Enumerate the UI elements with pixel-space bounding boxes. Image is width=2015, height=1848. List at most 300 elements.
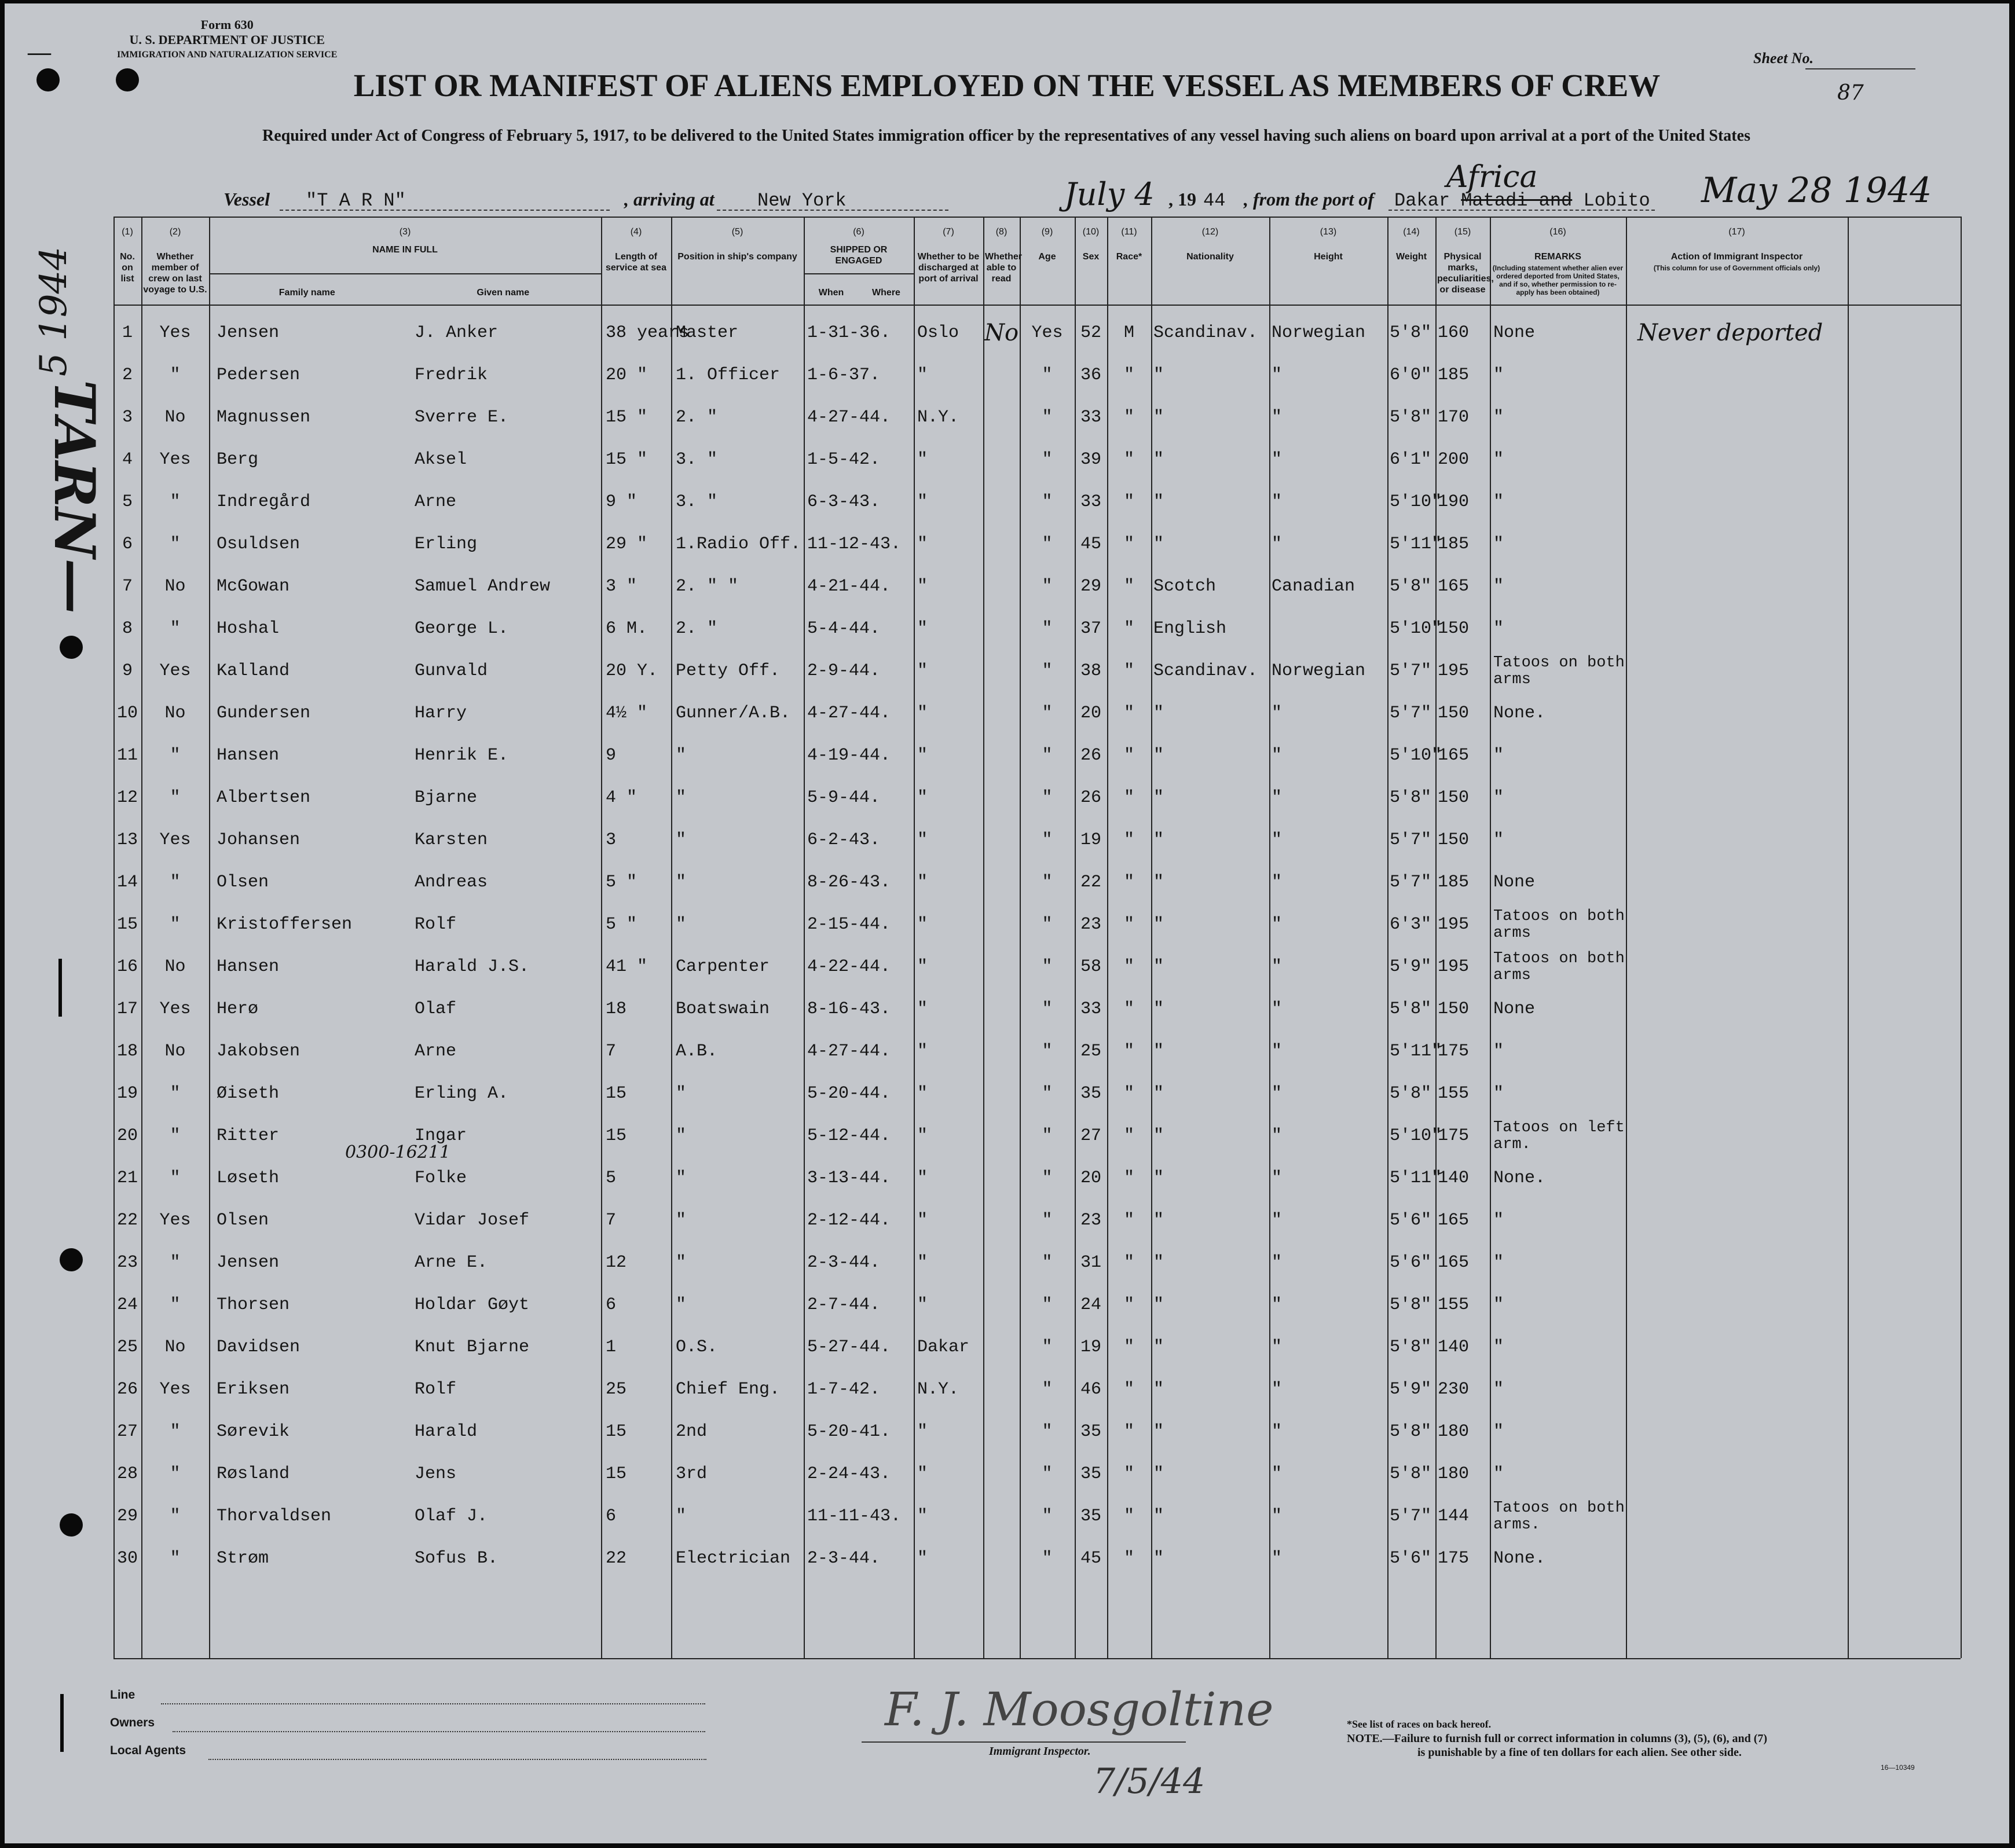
cell-nationality: " [1272,1295,1283,1315]
crew-row [113,1200,1961,1242]
cell-sex: " [1123,619,1134,639]
crew-row [113,1031,1961,1073]
cell-where: " [917,1168,928,1188]
cell-height: 5'10" [1390,746,1442,765]
cell-race: Scandinav. [1153,661,1258,681]
cell-no: 6 [122,534,133,554]
cell-age: 23 [1080,1211,1101,1230]
column-subheader: When [818,288,844,298]
cell-age: 33 [1080,492,1101,512]
cell-read: " [1042,788,1053,808]
cell-prev: No [164,1337,186,1357]
cell-sex: " [1123,999,1134,1019]
cell-when: 2-9-44. [807,661,881,681]
cell-given: Erling A. [415,1084,509,1103]
crew-row [113,1453,1961,1495]
cell-service: 5 " [606,915,638,934]
cell-sex: " [1123,450,1134,470]
cell-sex: " [1123,703,1134,723]
cell-position: " [676,1211,687,1230]
cell-when: 1-7-42. [807,1380,881,1399]
cell-prev: " [170,1084,181,1103]
crew-row [113,1242,1961,1284]
vessel-label: Vessel [224,189,270,210]
cell-family: Strøm [217,1549,269,1568]
column-number: (2) [169,227,181,237]
cell-read: " [1042,619,1053,639]
cell-family: Kalland [217,661,290,681]
cell-when: 5-20-44. [807,1084,891,1103]
cell-nationality: " [1272,1422,1283,1442]
crew-row [113,354,1961,397]
cell-nationality: " [1272,408,1283,427]
cell-no: 12 [116,788,138,808]
cell-no: 29 [116,1506,138,1526]
cell-family: Indregård [217,492,311,512]
cell-race: " [1153,1506,1164,1526]
cell-marks: " [1493,408,1504,427]
cell-sex: " [1123,1253,1134,1273]
cell-family: Davidsen [217,1337,301,1357]
cell-no: 19 [116,1084,138,1103]
cell-when: 5-4-44. [807,619,881,639]
cell-weight: 165 [1438,746,1470,765]
cell-age: 35 [1080,1422,1101,1442]
column-header: Nationality [1186,252,1234,262]
cell-when: 6-2-43. [807,830,881,850]
crew-row [113,692,1961,735]
cell-position: " [676,1126,687,1146]
cell-age: 24 [1080,1295,1101,1315]
cell-position: 3. " [676,450,718,470]
cell-age: 46 [1080,1380,1101,1399]
crew-row [113,397,1961,439]
cell-weight: 150 [1438,619,1470,639]
crew-row [113,650,1961,692]
cell-no: 4 [122,450,133,470]
crew-row [113,1495,1961,1538]
cell-nationality: " [1272,703,1283,723]
cell-where: " [917,830,928,850]
cell-height: 6'1" [1390,450,1432,470]
cell-marks: " [1493,1084,1504,1103]
cell-age: 38 [1080,661,1101,681]
cell-height: 5'8" [1390,1337,1432,1357]
cell-service: 6 M. [606,619,648,639]
cell-service: 4½ " [606,703,648,723]
cell-discharge: No [984,320,1019,346]
cell-family: Kristoffersen [217,915,353,934]
cell-position: 2nd [676,1422,708,1442]
cell-family: Johansen [217,830,301,850]
crew-row [113,1538,1961,1580]
column-number: (8) [995,227,1007,237]
cell-prev: " [170,619,181,639]
inspection-date: 7/5/44 [1093,1761,1206,1802]
column-header: No. on list [120,252,135,284]
cell-no: 15 [116,915,138,934]
cell-race: " [1153,872,1164,892]
cell-marks: " [1493,1422,1504,1442]
cell-no: 11 [116,746,138,765]
cell-no: 14 [116,872,138,892]
cell-height: 5'8" [1390,1084,1432,1103]
local-agents-label: Local Agents [110,1744,186,1757]
cell-given: Erling [415,534,478,554]
page-title: LIST OR MANIFEST OF ALIENS EMPLOYED ON THE VESSEL AS MEMBERS OF CREW [353,68,1661,103]
cell-age: 29 [1080,577,1101,596]
cell-prev: " [170,1549,181,1568]
column-header: Age [1038,252,1056,262]
cell-sex: " [1123,1549,1134,1568]
cell-marks: None. [1493,1168,1546,1188]
cell-marks: " [1493,534,1504,554]
cell-read: " [1042,408,1053,427]
cell-where: " [917,1211,928,1230]
cell-race: " [1153,1126,1164,1146]
column-header: Weight [1395,252,1427,262]
cell-service: 5 [606,1168,617,1188]
cell-given: Andreas [415,872,488,892]
cell-when: 1-6-37. [807,365,881,385]
cell-given: Karsten [415,830,488,850]
cell-age: 35 [1080,1084,1101,1103]
cell-race: " [1153,830,1164,850]
cell-when: 5-12-44. [807,1126,891,1146]
cell-family: Røsland [217,1464,290,1484]
cell-family: Magnussen [217,408,311,427]
cell-prev: " [170,1464,181,1484]
cell-prev: Yes [159,1211,191,1230]
cell-when: 1-31-36. [807,323,891,343]
cell-weight: 175 [1438,1549,1470,1568]
cell-race: " [1153,1549,1164,1568]
cell-nationality: " [1272,872,1283,892]
cell-height: 5'6" [1390,1549,1432,1568]
cell-nationality: " [1272,365,1283,385]
cell-height: 5'10" [1390,619,1442,639]
column-number: (16) [1549,227,1566,237]
cell-prev: " [170,788,181,808]
column-number: (1) [122,227,133,237]
cell-weight: 195 [1438,661,1470,681]
cell-nationality: Norwegian [1272,661,1366,681]
page-subtitle: Required under Act of Congress of February 5, 1917, to be delivered to the United States immigration officer by the representatives of any vessel having such aliens on board upon arrival at a port of the United States [262,127,1750,145]
cell-nationality: " [1272,788,1283,808]
cell-no: 3 [122,408,133,427]
cell-service: 4 " [606,788,638,808]
cell-prev: " [170,492,181,512]
cell-height: 5'6" [1390,1253,1432,1273]
cell-height: 5'7" [1390,830,1432,850]
cell-no: 26 [116,1380,138,1399]
cell-age: 20 [1080,1168,1101,1188]
cell-read: " [1042,534,1053,554]
cell-nationality: " [1272,534,1283,554]
cell-sex: " [1123,492,1134,512]
cell-age: 37 [1080,619,1101,639]
cell-no: 23 [116,1253,138,1273]
cell-service: 9 [606,746,617,765]
cell-race: " [1153,1380,1164,1399]
cell-service: 20 Y. [606,661,658,681]
cell-service: 7 [606,1042,617,1061]
cell-sex: " [1123,1211,1134,1230]
cell-given: Rolf [415,1380,457,1399]
note-line-2: is punishable by a fine of ten dollars for each alien. See other side. [1417,1746,1742,1759]
cell-read: " [1042,1253,1053,1273]
cell-race: " [1153,957,1164,977]
cell-sex: " [1123,1042,1134,1061]
cell-position: " [676,915,687,934]
arriving-label: , arriving at [624,189,715,210]
cell-when: 11-11-43. [807,1506,902,1526]
cell-sex: " [1123,915,1134,934]
manifest-sheet [5,3,2009,1843]
cell-sex: " [1123,1126,1134,1146]
cell-no: 9 [122,661,133,681]
cell-where: " [917,1464,928,1484]
cell-position: 1. Officer [676,365,781,385]
cell-position: Boatswain [676,999,770,1019]
cell-position: 1.Radio Off. [676,534,801,554]
cell-prev: Yes [159,1380,191,1399]
cell-nationality: " [1272,1337,1283,1357]
cell-where: " [917,534,928,554]
cell-age: 26 [1080,746,1101,765]
cell-prev: " [170,365,181,385]
cell-sex: " [1123,1506,1134,1526]
cell-height: 5'7" [1390,872,1432,892]
cell-prev: Yes [159,450,191,470]
cell-race: " [1153,534,1164,554]
cell-no: 21 [116,1168,138,1188]
cell-position: " [676,1168,687,1188]
cell-prev: " [170,746,181,765]
cell-where: " [917,703,928,723]
cell-age: 35 [1080,1506,1101,1526]
cell-family: Herø [217,999,259,1019]
cell-height: 5'8" [1390,1295,1432,1315]
cell-sex: " [1123,1295,1134,1315]
cell-weight: 165 [1438,577,1470,596]
cell-family: Thorvaldsen [217,1506,332,1526]
cell-sex: " [1123,577,1134,596]
cell-race: " [1153,746,1164,765]
cell-read: " [1042,915,1053,934]
cell-marks: " [1493,1253,1504,1273]
cell-when: 2-24-43. [807,1464,891,1484]
cell-race: " [1153,365,1164,385]
cell-no: 28 [116,1464,138,1484]
cell-weight: 150 [1438,999,1470,1019]
cell-family: Hansen [217,746,280,765]
cell-marks: " [1493,746,1504,765]
cell-weight: 165 [1438,1253,1470,1273]
column-header: Length of service at sea [606,252,666,273]
cell-given: George L. [415,619,509,639]
cell-nationality: " [1272,915,1283,934]
cell-given: Olaf J. [415,1506,488,1526]
crew-row [113,1073,1961,1115]
cell-prev: " [170,872,181,892]
column-subheader: Family name [279,288,335,298]
cell-service: 15 [606,1126,627,1146]
cell-weight: 144 [1438,1506,1470,1526]
cell-nationality: " [1272,1168,1283,1188]
column-header: Race* [1116,252,1142,262]
punch-hole [60,1248,83,1271]
cell-prev: " [170,534,181,554]
year-suffix: 44 [1203,190,1226,211]
cell-weight: 175 [1438,1042,1470,1061]
cell-note: 0300-16211 [345,1142,450,1163]
cell-service: 15 " [606,408,648,427]
note-line-1: NOTE.—Failure to furnish full or correct information in columns (3), (5), (6), and (7) [1347,1732,1768,1745]
cell-age: 23 [1080,915,1101,934]
cell-race: " [1153,788,1164,808]
cell-nationality: " [1272,450,1283,470]
cell-height: 5'9" [1390,1380,1432,1399]
crew-row [113,481,1961,523]
cell-weight: 140 [1438,1168,1470,1188]
cell-given: Folke [415,1168,467,1188]
cell-race: " [1153,1084,1164,1103]
cell-prev: No [164,957,186,977]
cell-nationality: " [1272,1042,1283,1061]
cell-where: Oslo [917,323,959,343]
cell-given: Knut Bjarne [415,1337,530,1357]
cell-where: " [917,365,928,385]
cell-service: 3 [606,830,617,850]
cell-weight: 230 [1438,1380,1470,1399]
cell-service: 3 " [606,577,638,596]
cell-sex: " [1123,1337,1134,1357]
cell-weight: 185 [1438,872,1470,892]
cell-marks: " [1493,1211,1504,1230]
cell-family: Hoshal [217,619,280,639]
cell-given: Harald J.S. [415,957,530,977]
column-number: (9) [1041,227,1053,237]
cell-prev: Yes [159,323,191,343]
crew-row [113,1411,1961,1453]
cell-age: 45 [1080,534,1101,554]
cell-position: 2. " " [676,577,739,596]
cell-sex: " [1123,661,1134,681]
cell-marks: " [1493,619,1504,639]
cell-nationality: " [1272,1126,1283,1146]
column-number: (4) [630,227,642,237]
cell-read: " [1042,1168,1053,1188]
cell-family: Olsen [217,872,269,892]
cell-nationality: " [1272,1380,1283,1399]
cell-age: 45 [1080,1549,1101,1568]
cell-nationality: " [1272,1506,1283,1526]
cell-sex: M [1123,323,1134,343]
cell-weight: 155 [1438,1084,1470,1103]
cell-marks: " [1493,450,1504,470]
column-header: NAME IN FULL [372,245,438,255]
cell-sex: " [1123,788,1134,808]
cell-family: Ritter [217,1126,280,1146]
cell-read: " [1042,1042,1053,1061]
cell-read: " [1042,746,1053,765]
cell-marks: " [1493,1042,1504,1061]
cell-position: " [676,788,687,808]
cell-height: 5'9" [1390,957,1432,977]
cell-service: 22 [606,1549,627,1568]
cell-position: " [676,1084,687,1103]
column-header: Height [1314,252,1343,262]
cell-prev: Yes [159,830,191,850]
cell-race: " [1153,703,1164,723]
cell-height: 5'10" [1390,1126,1442,1146]
crew-row [113,904,1961,946]
cell-weight: 150 [1438,830,1470,850]
departure-date: May 28 1944 [1701,170,1932,211]
cell-family: Gundersen [217,703,311,723]
cell-height: 5'7" [1390,661,1432,681]
cell-position: O.S. [676,1337,718,1357]
cell-given: J. Anker [415,323,499,343]
cell-given: Gunvald [415,661,488,681]
cell-service: 15 " [606,450,648,470]
cell-family: Olsen [217,1211,269,1230]
cell-position: Petty Off. [676,661,781,681]
cell-nationality: " [1272,1464,1283,1484]
cell-when: 8-16-43. [807,999,891,1019]
cell-sex: " [1123,365,1134,385]
cell-height: 5'8" [1390,408,1432,427]
crew-row [113,988,1961,1031]
cell-weight: 175 [1438,1126,1470,1146]
cell-age: 26 [1080,788,1101,808]
crew-row [113,735,1961,777]
cell-marks: " [1493,1337,1504,1357]
cell-read: " [1042,830,1053,850]
inspector-signature: F. J. Moosgoltine [885,1682,1274,1736]
cell-weight: 195 [1438,957,1470,977]
cell-where: " [917,1506,928,1526]
column-number: (14) [1403,227,1420,237]
cell-where: " [917,1084,928,1103]
cell-where: " [917,1253,928,1273]
cell-when: 2-7-44. [807,1295,881,1315]
crew-row [113,1369,1961,1411]
cell-height: 5'7" [1390,703,1432,723]
cell-where: " [917,1549,928,1568]
cell-age: 27 [1080,1126,1101,1146]
crew-row [113,312,1961,354]
form-number: Form 630 U. S. DEPARTMENT OF JUSTICE IMMIGRATION AND NATURALIZATION SERVICE [117,17,338,60]
cell-position: 2. " [676,619,718,639]
arrival-date: July 4 [1064,176,1155,212]
cell-age: 35 [1080,1464,1101,1484]
cell-no: 17 [116,999,138,1019]
cell-position: " [676,746,687,765]
cell-when: 4-27-44. [807,703,891,723]
cell-no: 2 [122,365,133,385]
cell-marks: None [1493,999,1536,1019]
cell-when: 4-21-44. [807,577,891,596]
punch-hole [60,636,83,659]
cell-service: 20 " [606,365,648,385]
cell-read: " [1042,450,1053,470]
cell-nationality: " [1272,1549,1283,1568]
crew-row [113,1157,1961,1200]
cell-read: " [1042,999,1053,1019]
port-correction: Africa [1446,160,1538,195]
